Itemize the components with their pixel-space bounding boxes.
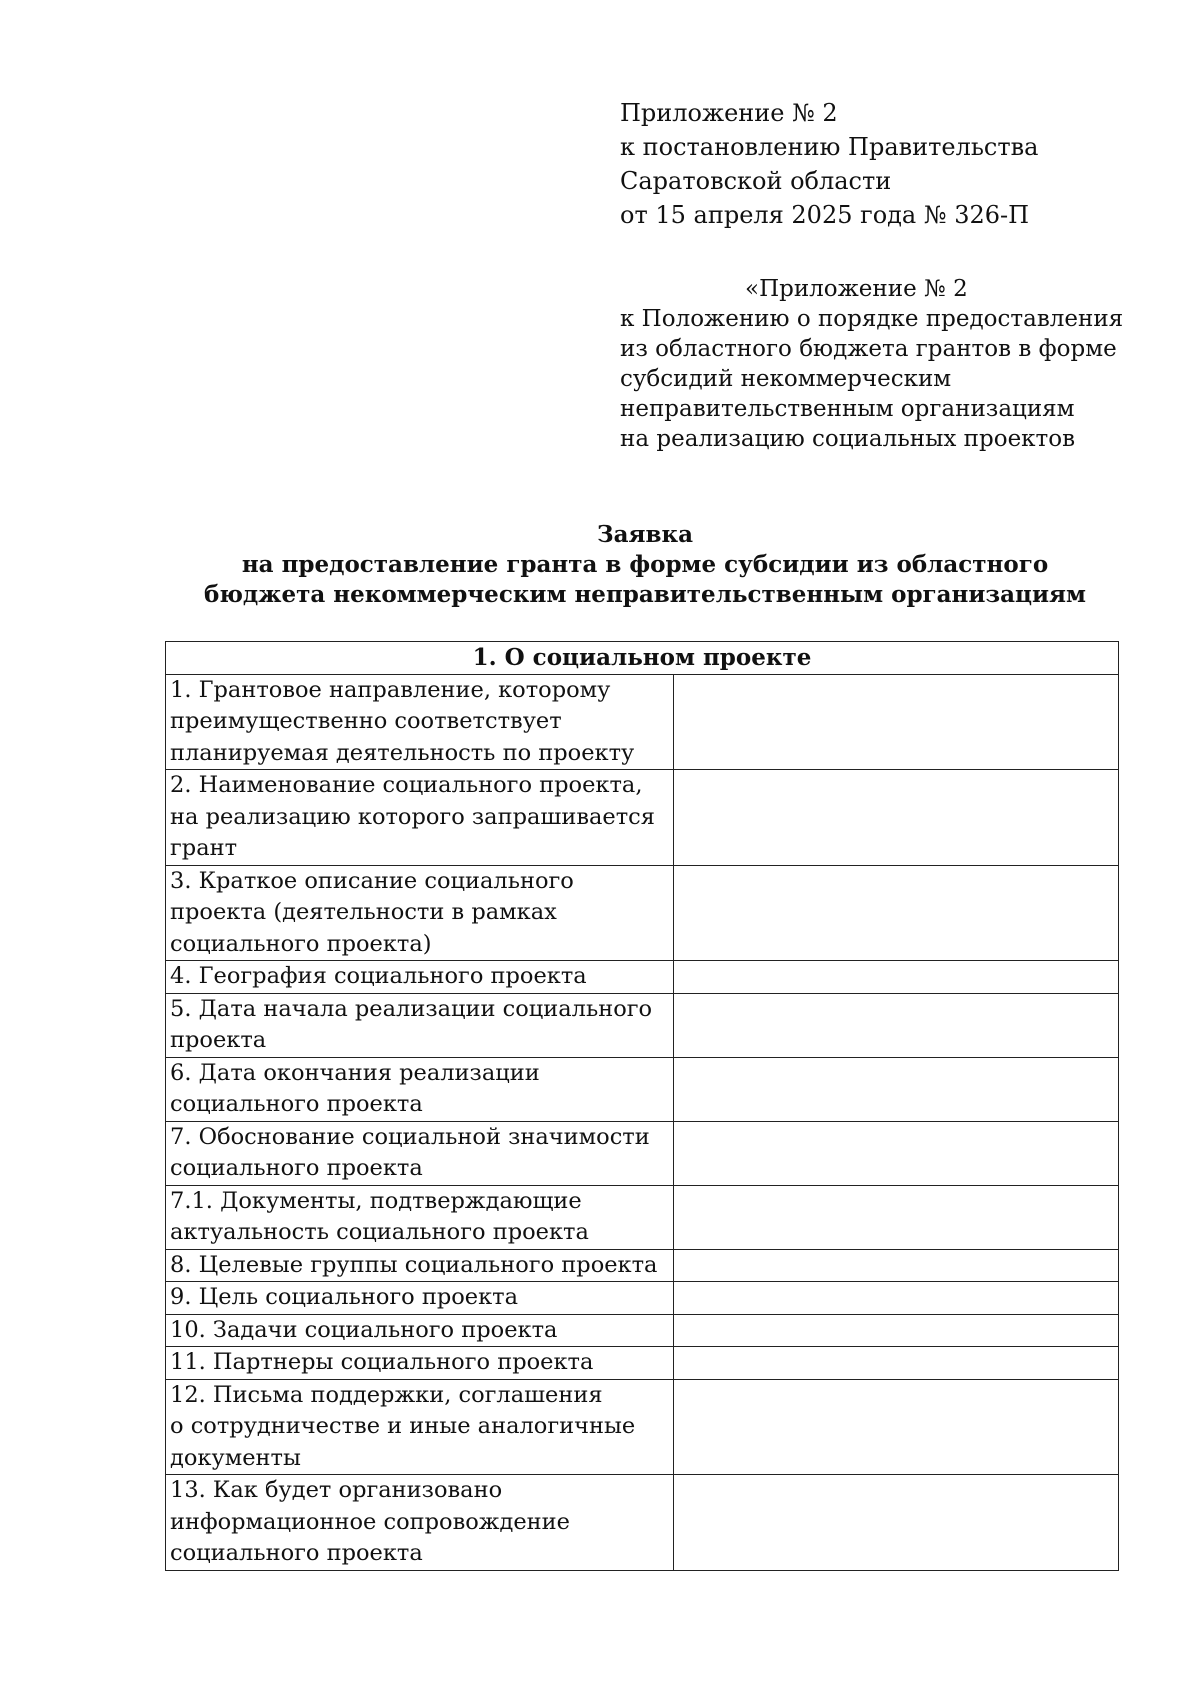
row-label: 11. Партнеры социального проекта: [166, 1347, 674, 1380]
table-row: [166, 1121, 1119, 1185]
document-title-line: Заявка: [597, 521, 693, 548]
row-value-field[interactable]: [674, 1347, 1119, 1380]
annex-header: [620, 274, 1160, 454]
row-label: 8. Целевые группы социального проекта: [166, 1249, 674, 1282]
resolution-header-line: к постановлению Правительства: [620, 133, 1039, 161]
row-value-field[interactable]: [674, 865, 1119, 961]
table-row: [166, 770, 1119, 866]
annex-header-line: к Положению о порядке предоставления: [620, 306, 1124, 332]
row-label: 3. Краткое описание социального проекта (деятельности в рамках социального проекта): [166, 865, 674, 961]
row-label: 7.1. Документы, подтверждающие актуальность социального проекта: [166, 1185, 674, 1249]
row-value-field[interactable]: [674, 1121, 1119, 1185]
row-label: 12. Письма поддержки, соглашения о сотрудничестве и иные аналогичные документы: [166, 1379, 674, 1475]
row-label: 7. Обоснование социальной значимости социального проекта: [166, 1121, 674, 1185]
row-value-field[interactable]: [674, 770, 1119, 866]
table-row: [166, 865, 1119, 961]
row-value-field[interactable]: [674, 993, 1119, 1057]
table-row: [166, 674, 1119, 770]
row-label: 13. Как будет организовано информационное сопровождение социального проекта: [166, 1475, 674, 1571]
row-value-field[interactable]: [674, 1249, 1119, 1282]
row-value-field[interactable]: [674, 1057, 1119, 1121]
document-title: [150, 520, 1140, 610]
table-row: [166, 1185, 1119, 1249]
section-header: 1. О социальном проекте: [166, 642, 1119, 675]
table-row: [166, 1314, 1119, 1347]
row-label: 6. Дата окончания реализации социального проекта: [166, 1057, 674, 1121]
row-label: 10. Задачи социального проекта: [166, 1314, 674, 1347]
annex-header-line: «Приложение № 2: [745, 276, 968, 302]
section-header-row: [166, 642, 1119, 675]
annex-header-line: субсидий некоммерческим: [620, 366, 952, 392]
row-label: 1. Грантовое направление, которому преимущественно соответствует планируемая деятельность по проекту: [166, 674, 674, 770]
table-row: [166, 1282, 1119, 1315]
table-row: [166, 1057, 1119, 1121]
table-row: [166, 1475, 1119, 1571]
row-value-field[interactable]: [674, 961, 1119, 994]
row-value-field[interactable]: [674, 674, 1119, 770]
document-title-line: бюджета некоммерческим неправительственным организациям: [203, 581, 1087, 608]
row-value-field[interactable]: [674, 1185, 1119, 1249]
annex-header-line: неправительственным организациям: [620, 396, 1075, 422]
row-value-field[interactable]: [674, 1475, 1119, 1571]
table-row: [166, 1249, 1119, 1282]
table-row: [166, 993, 1119, 1057]
row-label: 4. География социального проекта: [166, 961, 674, 994]
application-form-table: [165, 641, 1119, 1571]
table-row: [166, 961, 1119, 994]
annex-header-line: на реализацию социальных проектов: [620, 426, 1076, 452]
row-label: 5. Дата начала реализации социального проекта: [166, 993, 674, 1057]
resolution-header-line: Саратовской области: [620, 167, 892, 195]
table-row: [166, 1347, 1119, 1380]
resolution-header: [620, 96, 1140, 232]
table-row: [166, 1379, 1119, 1475]
row-label: 2. Наименование социального проекта, на реализацию которого запрашивается грант: [166, 770, 674, 866]
resolution-header-line: Приложение № 2: [620, 99, 838, 127]
document-title-line: на предоставление гранта в форме субсидии из областного: [241, 551, 1049, 578]
annex-header-line: из областного бюджета грантов в форме: [620, 336, 1117, 362]
resolution-header-line: от 15 апреля 2025 года № 326-П: [620, 201, 1030, 229]
row-value-field[interactable]: [674, 1282, 1119, 1315]
row-value-field[interactable]: [674, 1379, 1119, 1475]
row-value-field[interactable]: [674, 1314, 1119, 1347]
row-label: 9. Цель социального проекта: [166, 1282, 674, 1315]
